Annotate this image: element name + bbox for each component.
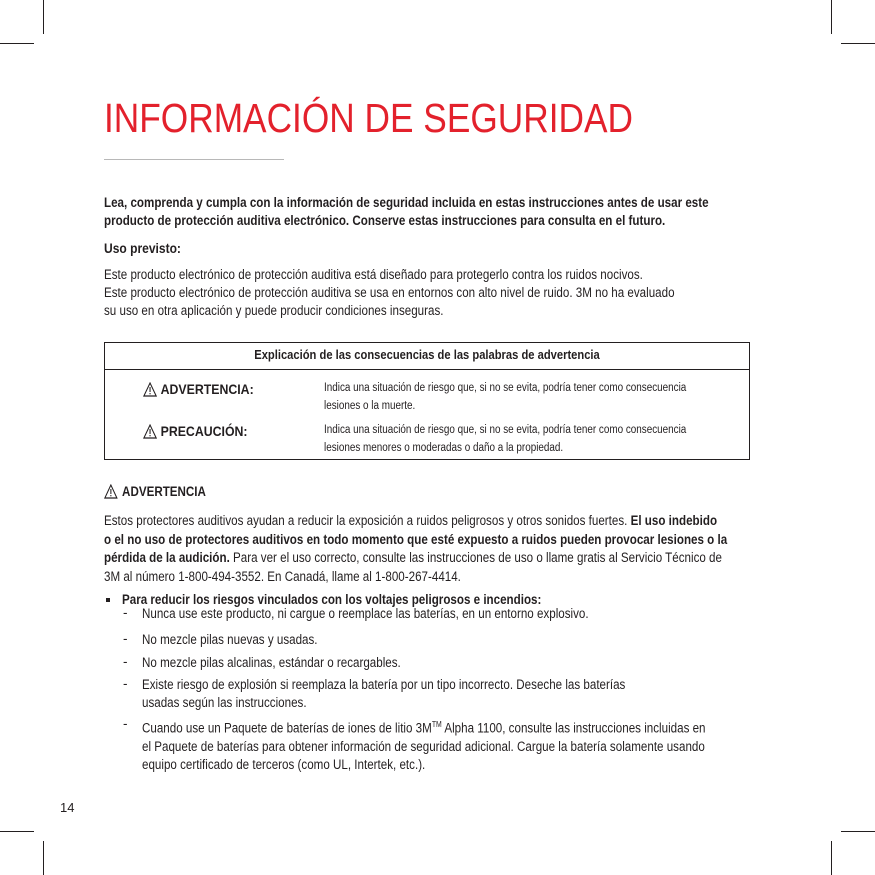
page-number: 14 <box>60 800 75 815</box>
list-item-text: Alpha 1100, consulte las instrucciones incluidas en <box>441 720 706 736</box>
signal-term <box>143 381 254 397</box>
warning-triangle-icon <box>143 424 157 439</box>
signal-description <box>324 421 686 457</box>
signal-description <box>324 379 686 415</box>
warning-text-bold: pérdida de la audición. <box>104 550 230 565</box>
table-row <box>105 373 749 417</box>
crop-mark <box>841 43 875 44</box>
warning-text-bold: El uso indebido <box>630 513 718 528</box>
list-item: No mezcle pilas alcalinas, estándar o recargables. <box>142 655 401 670</box>
signal-description-line: lesiones o la muerte. <box>324 400 416 412</box>
warning-heading-text: ADVERTENCIA <box>122 484 206 499</box>
warning-line <box>104 549 727 568</box>
crop-mark <box>0 43 34 44</box>
trademark-sup: TM <box>431 720 442 729</box>
intended-use-heading: Uso previsto: <box>104 240 181 256</box>
crop-mark <box>43 0 44 34</box>
intended-use-text <box>104 266 675 320</box>
list-item: Nunca use este producto, ni cargue o reemplace las baterías, en un entorno explosivo. <box>142 606 589 621</box>
table-header-text: Explicación de las consecuencias de las palabras de advertencia <box>254 347 600 362</box>
signal-term-label: PRECAUCIÓN: <box>160 423 248 439</box>
crop-mark <box>831 841 832 875</box>
list-item-line <box>142 716 706 738</box>
warning-text-bold: o el no uso de protectores auditivos en todo momento que esté expuesto a ruidos pueden provocar lesiones o la <box>104 531 728 547</box>
table-header <box>105 343 749 370</box>
warning-text: Estos protectores auditivos ayudan a reducir la exposición a ruidos peligrosos y otros sonidos fuertes. <box>104 513 628 528</box>
signal-words-table <box>104 342 750 460</box>
warning-line <box>104 512 727 531</box>
warning-triangle-icon <box>104 484 118 499</box>
intended-use-line: Este producto electrónico de protección auditiva está diseñado para protegerlo contra los ruidos nocivos. <box>104 267 643 282</box>
warning-line <box>104 568 727 587</box>
intro-line: producto de protección auditiva electrónico. Conserve estas instrucciones para consulta en el futuro. <box>104 213 666 228</box>
crop-mark <box>43 841 44 875</box>
list-item-line: el Paquete de baterías para obtener información de seguridad adicional. Cargue la batería solamente usando <box>142 738 705 754</box>
warning-paragraph <box>104 512 727 586</box>
signal-term-label: ADVERTENCIA: <box>160 381 254 397</box>
crop-mark <box>0 831 34 832</box>
dash: - <box>123 716 128 731</box>
crop-mark <box>831 0 832 34</box>
warning-text: 3M al número 1-800-494-3552. En Canadá, llame al 1-800-267-4414. <box>104 568 461 584</box>
dash: - <box>123 654 128 669</box>
signal-description-line: Indica una situación de riesgo que, si no se evita, podría tener como consecuencia <box>324 424 687 436</box>
bullet <box>106 598 110 602</box>
list-item-line: equipo certificado de terceros (como UL, Intertek, etc.). <box>142 756 426 772</box>
warning-heading <box>104 484 206 499</box>
list-item-line: usadas según las instrucciones. <box>142 695 307 710</box>
signal-description-line: Indica una situación de riesgo que, si no se evita, podría tener como consecuencia <box>324 382 687 394</box>
list-item: No mezcle pilas nuevas y usadas. <box>142 632 318 647</box>
list-item <box>142 716 706 774</box>
signal-term <box>143 423 248 439</box>
table-row <box>105 415 749 459</box>
dash: - <box>123 676 128 691</box>
intro-line: Lea, comprenda y cumpla con la información de seguridad incluida en estas instrucciones antes de usar este <box>104 195 709 210</box>
crop-mark <box>841 831 875 832</box>
warning-line <box>104 531 727 550</box>
page-title: INFORMACIÓN DE SEGURIDAD <box>104 95 633 141</box>
intro-paragraph <box>104 194 709 230</box>
bullet-title: Para reducir los riesgos vinculados con los voltajes peligrosos e incendios: <box>122 592 542 607</box>
list-item-text: Cuando use un Paquete de baterías de iones de litio 3M <box>142 720 432 736</box>
warning-text: Para ver el uso correcto, consulte las instrucciones de uso o llame gratis al Servicio Técnico de <box>233 550 722 565</box>
list-item-line: Existe riesgo de explosión si reemplaza la batería por un tipo incorrecto. Deseche las baterías <box>142 677 626 692</box>
warning-triangle-icon <box>143 382 157 397</box>
list-item <box>142 676 625 712</box>
intended-use-line: Este producto electrónico de protección auditiva se usa en entornos con alto nivel de ruido. 3M no ha evaluado <box>104 285 675 300</box>
intended-use-line: su uso en otra aplicación y puede producir condiciones inseguras. <box>104 303 444 318</box>
dash: - <box>123 605 128 620</box>
signal-description-line: lesiones menores o moderadas o daño a la propiedad. <box>324 442 564 454</box>
title-divider <box>104 159 284 160</box>
dash: - <box>123 631 128 646</box>
